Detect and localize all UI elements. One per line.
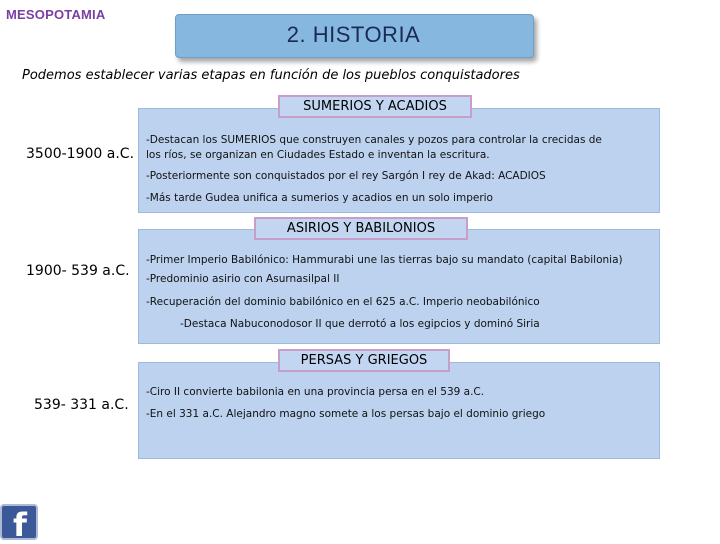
facebook-icon[interactable]: f [0, 504, 38, 540]
brand-title: MESOPOTAMIA [6, 7, 106, 22]
date-sumerios: 3500-1900 a.C. [26, 146, 135, 162]
text-line: -Ciro II convierte babilonia en una provincia persa en el 539 a.C. [146, 386, 485, 398]
section-label-persas: PERSAS Y GRIEGOS [278, 349, 450, 372]
intro-text: Podemos establecer varias etapas en función de los pueblos conquistadores [22, 68, 520, 83]
text-line: -Posteriormente son conquistados por el rey Sargón I rey de Akad: ACADIOS [146, 170, 546, 182]
page-title: 2. HISTORIA [286, 22, 421, 47]
date-asirios: 1900- 539 a.C. [26, 263, 130, 279]
text-line: -Más tarde Gudea unifica a sumerios y acadios en un solo imperio [146, 192, 493, 204]
section-label-sumerios: SUMERIOS Y ACADIOS [278, 95, 472, 118]
text-line: -Primer Imperio Babilónico: Hammurabi une las tierras bajo su mandato (capital Babilonia) [146, 254, 623, 266]
text-line: -Predominio asirio con Asurnasilpal II [146, 273, 340, 285]
text-line: -Destaca Nabuconodosor II que derrotó a los egipcios y dominó Siria [180, 318, 540, 330]
text-line: los ríos, se organizan en Ciudades Estado e inventan la escritura. [146, 149, 490, 161]
section-label-asirios: ASIRIOS Y BABILONIOS [254, 217, 468, 240]
text-line: -Recuperación del dominio babilónico en el 625 a.C. Imperio neobabilónico [146, 296, 540, 308]
text-line: -Destacan los SUMERIOS que construyen canales y pozos para controlar la crecidas de [146, 134, 602, 146]
date-persas: 539- 331 a.C. [34, 397, 129, 413]
text-line: -En el 331 a.C. Alejandro magno somete a los persas bajo el dominio griego [146, 408, 546, 420]
